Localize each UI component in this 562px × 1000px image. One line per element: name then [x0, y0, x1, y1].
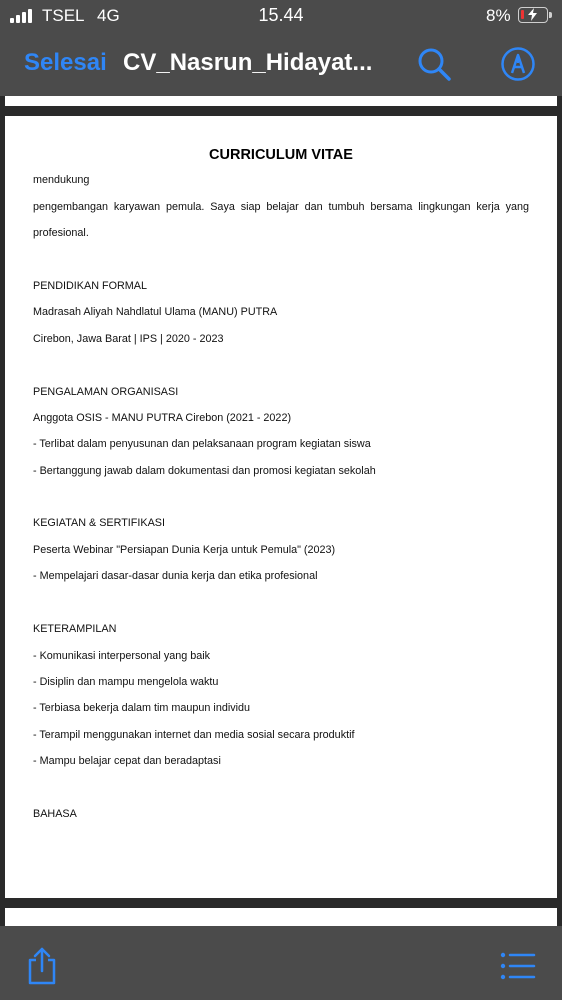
section-heading: KETERAMPILAN [33, 623, 117, 635]
text-line: - Mempelajari dasar-dasar dunia kerja dan etika profesional [33, 570, 318, 582]
search-icon[interactable] [416, 46, 452, 82]
cv-heading: CURRICULUM VITAE [209, 147, 353, 163]
status-bar [0, 0, 562, 34]
next-page [5, 908, 557, 926]
text-line: - Disiplin dan mampu mengelola waktu [33, 676, 219, 688]
text-line: - Terbiasa bekerja dalam tim maupun individu [33, 702, 251, 714]
status-time: 15.44 [258, 5, 304, 25]
battery-percentage: 8% [486, 6, 511, 25]
text-line: - Komunikasi interpersonal yang baik [33, 650, 211, 662]
carrier-name: TSEL [42, 6, 85, 25]
bottom-toolbar [0, 926, 562, 1000]
text-line: - Bertanggung jawab dalam dokumentasi dan promosi kegiatan sekolah [33, 465, 376, 477]
text-line: - Mampu belajar cepat dan beradaptasi [33, 755, 221, 767]
text-line: Cirebon, Jawa Barat | IPS | 2020 - 2023 [33, 333, 224, 345]
network-type: 4G [97, 6, 120, 25]
document-viewer[interactable] [0, 96, 562, 926]
share-icon[interactable] [26, 946, 58, 986]
section-heading: PENGALAMAN ORGANISASI [33, 386, 179, 398]
section-heading: BAHASA [33, 808, 77, 820]
section-heading: KEGIATAN & SERTIFIKASI [33, 517, 165, 529]
document-page [5, 116, 557, 898]
text-line: Madrasah Aliyah Nahdlatul Ulama (MANU) PUTRA [33, 306, 278, 318]
text-line: mendukung [33, 174, 90, 186]
text-line: - Terampil menggunakan internet dan media sosial secara produktif [33, 729, 355, 741]
done-button[interactable]: Selesai [24, 49, 107, 76]
text-line: profesional. [33, 227, 89, 239]
text-line: pengembangan karyawan pemula. Saya siap belajar dan tumbuh bersama lingkungan kerja yang [33, 201, 529, 213]
section-heading: PENDIDIKAN FORMAL [33, 280, 147, 292]
list-icon[interactable] [500, 951, 536, 981]
text-line: Peserta Webinar "Persiapan Dunia Kerja untuk Pemula" (2023) [33, 544, 336, 556]
text-line: - Terlibat dalam penyusunan dan pelaksanaan program kegiatan siswa [33, 438, 371, 450]
document-title: CV_Nasrun_Hidayat... [123, 49, 373, 76]
previous-page [5, 96, 557, 106]
battery-charging-icon [518, 7, 548, 23]
navigation-bar [0, 34, 562, 96]
text-line: Anggota OSIS - MANU PUTRA Cirebon (2021 - 2022) [33, 412, 292, 424]
markup-pen-icon[interactable] [500, 46, 536, 82]
